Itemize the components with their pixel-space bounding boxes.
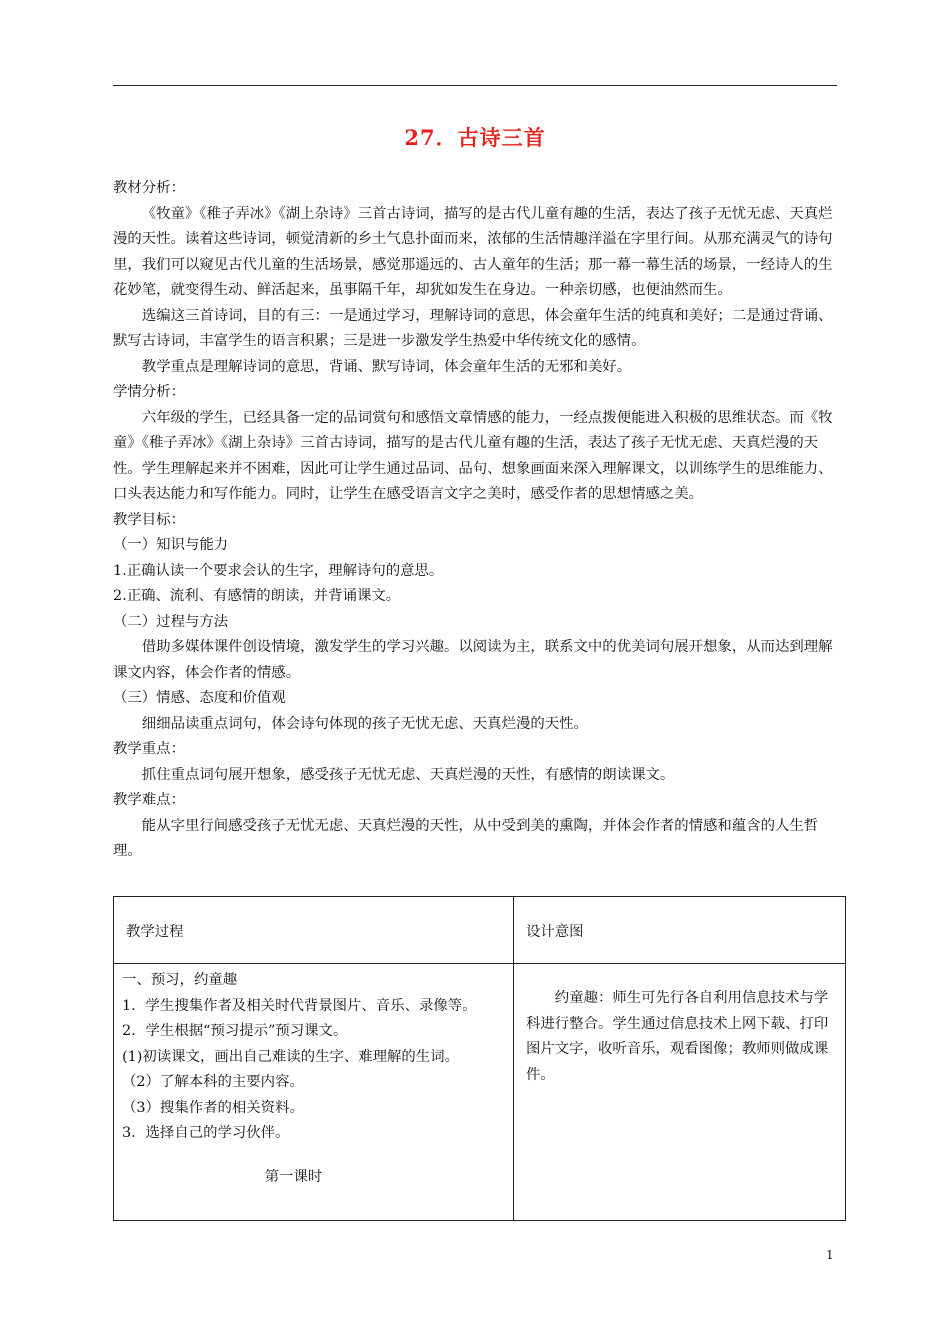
process-line: （3）搜集作者的相关资料。 <box>122 1099 304 1116</box>
table-header-row <box>114 897 846 964</box>
table-row <box>114 964 846 1221</box>
header-design-intent: 设计意图 <box>514 897 846 964</box>
analysis-paragraph-1: 《牧童》《稚子弄冰》《湖上杂诗》三首古诗词，描写的是古代儿童有趣的生活，表达了孩子无忧无虑、天真烂漫的天性。读着这些诗词，顿觉清新的乡土气息扑面而来，浓郁的生活情趣洋溢在字里行间。从那充满灵气的诗句里，我们可以窥见古代儿童的生活场景，感觉那遥远的、古人童年的生活；那一幕一幕生活的场景，一经诗人的生花妙笔，就变得生动、鲜活起来，虽事隔千年，却犹如发生在身边。一种亲切感，也便油然而生。 <box>113 205 833 298</box>
process-line: （2）了解本科的主要内容。 <box>122 1074 304 1090</box>
header-teaching-process: 教学过程 <box>114 897 514 964</box>
document-title: 27．古诗三首 <box>404 125 546 150</box>
page-number: 1 <box>826 1248 834 1262</box>
process-line: 1．学生搜集作者及相关时代背景图片、音乐、录像等。 <box>122 997 477 1014</box>
teaching-process-cell <box>114 964 514 1221</box>
focus-paragraph: 抓住重点词句展开想象，感受孩子无忧无虑、天真烂漫的天性，有感情的朗读课文。 <box>141 766 675 783</box>
goal-1-heading: （一）知识与能力 <box>113 537 229 553</box>
difficulty-paragraph: 能从字里行间感受孩子无忧无虑、天真烂漫的天性，从中受到美的熏陶，并体会作者的情感和蕴含的人生哲理。 <box>113 817 819 859</box>
design-intent-cell <box>514 964 846 1221</box>
goal-1-item-2: 2.正确、流利、有感情的朗读，并背诵课文。 <box>113 588 401 604</box>
process-line: 3．选择自己的学习伙伴。 <box>122 1125 290 1141</box>
focus-heading: 教学重点： <box>113 741 185 757</box>
lesson-table <box>113 896 846 1221</box>
goal-3-heading: （三）情感、态度和价值观 <box>113 690 286 706</box>
process-line: (1)初读课文，画出自己难读的生字、难理解的生词。 <box>122 1048 459 1065</box>
session-label: 第一课时 <box>264 1168 323 1185</box>
goal-2-paragraph: 借助多媒体课件创设情境，激发学生的学习兴趣。以阅读为主，联系文中的优美词句展开想象，从而达到理解课文内容，体会作者的情感。 <box>113 639 833 681</box>
process-line: 一、预习，约童趣 <box>122 972 238 988</box>
goal-1-item-1: 1.正确认读一个要求会认的生字，理解诗句的意思。 <box>113 562 444 579</box>
design-intent-text: 约童趣：师生可先行各自利用信息技术与学科进行整合。学生通过信息技术上网下载、打印图片文字，收听音乐，观看图像；教师则做成课件。 <box>526 990 829 1083</box>
difficulty-heading: 教学难点： <box>113 792 185 808</box>
header-rule <box>113 85 837 86</box>
goal-3-paragraph: 细细品读重点词句，体会诗句体现的孩子无忧无虑、天真烂漫的天性。 <box>141 715 588 732</box>
analysis-heading: 教材分析： <box>113 180 185 196</box>
analysis-paragraph-2: 选编这三首诗词，目的有三：一是通过学习，理解诗词的意思，体会童年生活的纯真和美好；二是通过背诵、默写古诗词，丰富学生的语言积累；三是进一步激发学生热爱中华传统文化的感情。 <box>113 307 833 349</box>
goals-heading: 教学目标： <box>113 511 185 528</box>
goal-2-heading: （二）过程与方法 <box>113 613 229 630</box>
document-body <box>113 176 846 865</box>
student-paragraph: 六年级的学生，已经具备一定的品词赏句和感悟文章情感的能力，一经点拨便能进入积极的思维状态。而《牧童》《稚子弄冰》《湖上杂诗》三首古诗词，描写的是古代儿童有趣的生活，表达了孩子无忧无虑、天真烂漫的天性。学生理解起来并不困难，因此可让学生通过品词、品句、想象画面来深入理解课文，以训练学生的思维能力、口头表达能力和写作能力。同时，让学生在感受语言文字之美时，感受作者的思想情感之美。 <box>113 409 833 502</box>
process-line: 2．学生根据“预习提示”预习课文。 <box>122 1023 348 1039</box>
student-heading: 学情分析： <box>113 384 185 400</box>
analysis-paragraph-3: 教学重点是理解诗词的意思，背诵、默写诗词，体会童年生活的无邪和美好。 <box>141 358 632 375</box>
